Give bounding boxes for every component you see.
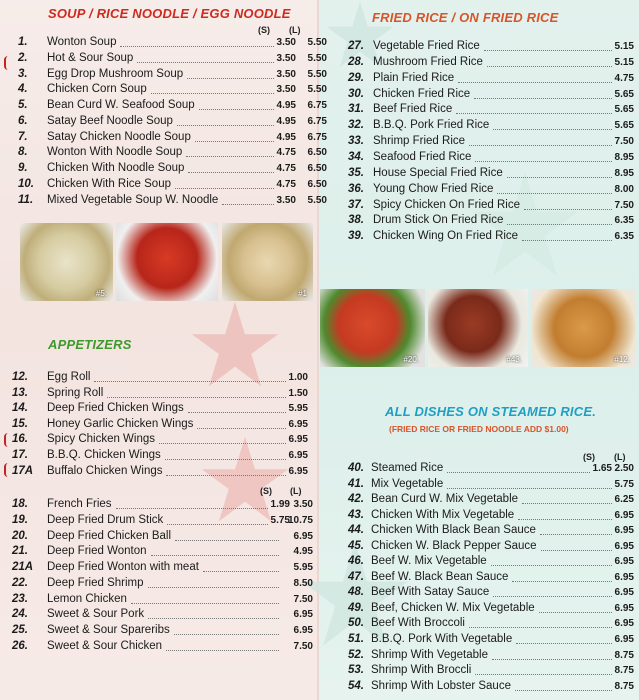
menu-item-row [12, 371, 312, 387]
price-large: 5.95 [293, 562, 313, 573]
photo-label: #20. [403, 355, 419, 364]
menu-item-name: Hot & Sour Soup [47, 51, 134, 64]
price-small: 3.50 [276, 84, 296, 96]
price: 6.95 [614, 556, 634, 568]
menu-item-row [18, 162, 327, 178]
menu-item-name: Wonton Soup [47, 36, 117, 48]
menu-item-name: Sweet & Sour Chicken [47, 639, 163, 652]
menu-item-row [12, 514, 317, 530]
photo-spring-rolls [531, 289, 636, 367]
price-small: 3.50 [276, 52, 296, 64]
photo-label: #12. [614, 355, 630, 364]
price-large: 6.75 [307, 131, 327, 143]
handwritten-mark [4, 463, 8, 477]
menu-item-number: 10. [18, 177, 34, 190]
menu-item-name: Beef W. Mix Vegetable [371, 555, 487, 568]
menu-item-name: Chicken W. Black Pepper Sauce [371, 539, 537, 552]
menu-item-row [348, 649, 638, 665]
price-small: 4.75 [276, 147, 296, 159]
price: 6.95 [288, 450, 308, 461]
menu-item-number: 21. [12, 545, 28, 558]
menu-item-row [12, 449, 312, 465]
price-large: 2.50 [614, 463, 634, 474]
dot-leader [107, 397, 286, 398]
menu-item-name: Chicken Fried Rice [373, 87, 471, 100]
menu-item-number: 32. [348, 119, 364, 132]
menu-item-number: 16. [12, 433, 28, 446]
menu-item-number: 17A [12, 464, 34, 477]
menu-item-name: Steamed Rice [371, 462, 444, 474]
menu-item-number: 7. [18, 130, 28, 143]
menu-item-row [348, 199, 638, 215]
menu-item-row [348, 586, 638, 602]
menu-item-name: Sweet & Sour Spareribs [47, 624, 170, 636]
menu-item-number: 13. [12, 386, 28, 399]
menu-item-number: 45. [348, 539, 364, 552]
menu-item-number: 49. [348, 601, 364, 614]
menu-item-number: 2. [18, 51, 28, 64]
menu-item-row [18, 67, 327, 84]
menu-item-row [348, 571, 638, 587]
menu-item-row [12, 402, 312, 418]
menu-item-number: 38. [348, 214, 364, 227]
menu-item-number: 23. [12, 592, 28, 605]
menu-item-number: 37. [348, 198, 364, 211]
price: 4.75 [614, 72, 634, 84]
price: 8.75 [614, 665, 634, 677]
menu-item-name: B.B.Q. Pork Fried Rice [373, 119, 490, 132]
price: 5.75 [614, 478, 634, 490]
menu-item-name: Bean Curd W. Mix Vegetable [371, 493, 519, 506]
menu-item-row [348, 540, 638, 556]
soup-section-title: SOUP / RICE NOODLE / EGG NOODLE [48, 6, 291, 21]
menu-item-row [348, 214, 638, 230]
photo-label: #5. [95, 289, 107, 298]
menu-item-number: 3. [18, 67, 28, 80]
menu-item-row [348, 633, 638, 649]
menu-item-row [348, 230, 638, 246]
price-large: 5.50 [307, 194, 327, 206]
menu-item-number: 34. [348, 150, 364, 163]
menu-item-number: 12. [12, 371, 28, 383]
menu-item-row [348, 555, 638, 571]
photo-chicken-veg-rice [428, 289, 528, 367]
price: 6.95 [614, 587, 634, 599]
price-large: 6.50 [307, 178, 327, 190]
menu-item-row [348, 103, 638, 119]
menu-item-number: 20. [12, 529, 28, 542]
menu-item-row [18, 36, 327, 52]
price-small: 3.50 [276, 37, 296, 48]
price: 6.95 [614, 540, 634, 552]
price-large: 3.50 [293, 499, 313, 510]
soup-col-small-header: (S) [258, 25, 270, 35]
menu-item-row [348, 524, 638, 540]
menu-item-name: Vegetable Fried Rice [373, 40, 480, 52]
menu-item-number: 51. [348, 633, 364, 645]
photo-soup [20, 223, 113, 301]
price: 8.00 [614, 183, 634, 195]
menu-item-row [348, 56, 638, 72]
photo-wonton-soup [222, 223, 313, 301]
handwritten-mark [4, 56, 8, 70]
price-large: 7.50 [293, 640, 313, 652]
price-large: 5.50 [307, 52, 327, 64]
menu-item-name: Honey Garlic Chicken Wings [47, 417, 194, 430]
menu-item-number: 30. [348, 87, 364, 100]
price: 6.95 [288, 418, 308, 430]
menu-item-number: 6. [18, 114, 28, 127]
menu-item-row [18, 130, 327, 147]
menu-item-row [12, 545, 317, 561]
menu-item-name: Drum Stick On Fried Rice [373, 214, 504, 227]
menu-item-name: Shrimp With Lobster Sauce [371, 679, 511, 692]
menu-item-row [348, 680, 638, 696]
menu-item-number: 26. [12, 639, 28, 652]
menu-item-name: Chicken With Noodle Soup [47, 162, 185, 174]
menu-item-number: 41. [348, 477, 364, 490]
price-small: 1.99 [270, 499, 290, 510]
menu-item-name: Satay Beef Noodle Soup [47, 114, 173, 127]
price: 8.95 [614, 151, 634, 163]
handwritten-mark [4, 433, 8, 447]
appetizers-section-title: APPETIZERS [48, 337, 132, 352]
price-large: 6.50 [307, 163, 327, 174]
photo-seafood-tofu [116, 223, 218, 301]
menu-item-name: B.B.Q. Chicken Wings [47, 449, 161, 461]
menu-item-name: Mixed Vegetable Soup W. Noodle [47, 193, 219, 206]
price-large: 6.75 [307, 100, 327, 111]
menu-item-row [348, 135, 638, 151]
photo-label: #1 [298, 289, 307, 298]
price: 6.95 [288, 465, 308, 477]
menu-item-number: 40. [348, 462, 364, 474]
menu-item-name: Plain Fried Rice [373, 71, 455, 84]
menu-item-number: 54. [348, 679, 364, 692]
menu-item-number: 25. [12, 624, 28, 636]
menu-item-number: 14. [12, 402, 28, 415]
price: 5.15 [614, 41, 634, 52]
soup-col-large-header: (L) [289, 25, 301, 35]
menu-item-number: 42. [348, 493, 364, 506]
price: 7.50 [614, 136, 634, 148]
price: 5.65 [614, 120, 634, 132]
price: 6.95 [614, 602, 634, 614]
steamed-section-title: ALL DISHES ON STEAMED RICE. [385, 404, 597, 419]
menu-item-row [12, 418, 312, 434]
price: 6.95 [614, 509, 634, 521]
price: 1.00 [288, 372, 308, 383]
price-large: 5.50 [307, 37, 327, 48]
menu-item-row [348, 167, 638, 183]
menu-item-name: B.B.Q. Pork With Vegetable [371, 633, 513, 645]
menu-item-number: 46. [348, 555, 364, 568]
menu-item-name: Chicken Wing On Fried Rice [373, 230, 519, 243]
price: 5.15 [614, 56, 634, 68]
menu-item-row [12, 433, 312, 449]
menu-item-name: Beef With Satay Sauce [371, 586, 490, 599]
menu-item-row [348, 602, 638, 618]
menu-item-number: 1. [18, 36, 28, 48]
menu-item-number: 28. [348, 55, 364, 68]
price-large: 6.75 [307, 115, 327, 127]
menu-item-row [348, 462, 638, 478]
menu-item-name: Spicy Chicken On Fried Rice [373, 198, 520, 211]
menu-item-name: Deep Fried Wonton with meat [47, 561, 199, 573]
menu-item-name: Chicken With Mix Vegetable [371, 508, 515, 521]
menu-item-row [12, 530, 317, 546]
menu-item-name: Chicken With Black Bean Sauce [371, 524, 536, 537]
menu-item-number: 36. [348, 182, 364, 195]
menu-item-number: 53. [348, 664, 364, 677]
menu-item-number: 39. [348, 230, 364, 243]
menu-item-number: 48. [348, 586, 364, 599]
price-large: 10.75 [287, 514, 313, 526]
dot-leader [148, 587, 279, 588]
menu-item-name: Mushroom Fried Rice [373, 55, 483, 68]
menu-item-name: Egg Roll [47, 371, 91, 383]
price: 5.65 [614, 88, 634, 100]
menu-item-number: 22. [12, 576, 28, 589]
menu-item-row [348, 664, 638, 680]
menu-item-number: 43. [348, 508, 364, 521]
menu-item-name: Deep Fried Chicken Wings [47, 402, 184, 415]
menu-item-name: Satay Chicken Noodle Soup [47, 130, 191, 143]
menu-item-row [12, 561, 317, 577]
menu-item-row [18, 83, 327, 99]
price-large: 4.95 [293, 546, 313, 558]
price-small: 3.50 [276, 68, 296, 80]
menu-item-name: Buffalo Chicken Wings [47, 464, 163, 477]
price: 5.65 [614, 104, 634, 116]
price: 6.35 [614, 215, 634, 227]
price-large: 8.50 [293, 577, 313, 589]
menu-item-number: 27. [348, 40, 364, 52]
price-large: 5.50 [307, 84, 327, 96]
menu-item-name: Deep Fried Chicken Ball [47, 529, 172, 542]
price: 6.95 [614, 634, 634, 645]
menu-item-row [348, 88, 638, 104]
appetizers-col-small-header: (S) [260, 486, 272, 496]
menu-item-row [18, 146, 327, 162]
menu-item-name: Sweet & Sour Pork [47, 608, 145, 621]
menu-item-number: 29. [348, 71, 364, 84]
menu-item-name: Shrimp Fried Rice [373, 135, 466, 148]
appetizers-col-large-header: (L) [290, 486, 302, 496]
menu-item-row [18, 114, 327, 131]
menu-item-number: 17. [12, 449, 28, 461]
dot-leader [151, 555, 279, 556]
menu-item-name: Bean Curd W. Seafood Soup [47, 99, 195, 111]
price-small: 4.75 [276, 163, 296, 174]
photo-sweet-sour [320, 289, 425, 367]
price-large: 6.50 [307, 147, 327, 159]
menu-item-name: Deep Fried Drum Stick [47, 513, 164, 526]
price-small: 4.95 [276, 100, 296, 111]
menu-item-name: House Special Fried Rice [373, 166, 503, 179]
menu-item-name: Wonton With Noodle Soup [47, 146, 183, 159]
menu-item-name: Beef W. Black Bean Sauce [371, 570, 509, 583]
menu-item-name: Beef With Broccoli [371, 617, 465, 630]
menu-item-row [18, 51, 327, 68]
menu-item-row [348, 493, 638, 509]
price: 6.25 [614, 494, 634, 506]
menu-item-name: Beef Fried Rice [373, 103, 453, 116]
menu-item-row [12, 624, 317, 640]
menu-item-number: 19. [12, 513, 28, 526]
menu-item-number: 9. [18, 162, 28, 174]
menu-item-row [348, 72, 638, 88]
dot-leader [174, 634, 279, 635]
menu-item-number: 24. [12, 608, 28, 621]
menu-item-row [12, 387, 312, 403]
price-small: 4.75 [276, 178, 296, 190]
price: 6.95 [614, 618, 634, 630]
menu-item-number: 15. [12, 417, 28, 430]
steamed-note: (FRIED RICE OR FRIED NOODLE ADD $1.00) [389, 424, 569, 434]
menu-item-number: 11. [18, 193, 34, 206]
menu-item-row [12, 498, 317, 514]
menu-item-name: Spicy Chicken Wings [47, 433, 156, 446]
menu-item-name: Egg Drop Mushroom Soup [47, 67, 184, 80]
price: 7.50 [614, 199, 634, 211]
price: 8.95 [614, 167, 634, 179]
menu-item-name: Young Chow Fried Rice [373, 182, 494, 195]
price: 6.95 [288, 434, 308, 446]
menu-item-row [12, 593, 317, 609]
menu-item-number: 35. [348, 166, 364, 179]
photo-label: #43. [506, 355, 522, 364]
price: 8.75 [614, 649, 634, 661]
menu-item-number: 31. [348, 103, 364, 116]
menu-item-number: 18. [12, 498, 28, 510]
price-large: 6.95 [293, 530, 313, 542]
menu-item-number: 47. [348, 570, 364, 583]
menu-item-number: 4. [18, 83, 28, 96]
menu-item-row [12, 577, 317, 593]
menu-item-name: Deep Fried Wonton [47, 545, 147, 558]
menu-item-row [348, 151, 638, 167]
menu-item-row [18, 177, 327, 194]
fried-rice-section-title: FRIED RICE / ON FRIED RICE [372, 10, 559, 25]
menu-item-row [348, 119, 638, 135]
menu-item-number: 44. [348, 524, 364, 537]
menu-item-row [348, 478, 638, 494]
menu-item-row [18, 99, 327, 115]
steamed-col-large-header: (L) [614, 452, 626, 462]
menu-item-name: Lemon Chicken [47, 592, 127, 605]
menu-item-name: Seafood Fried Rice [373, 150, 472, 163]
price: 8.75 [614, 680, 634, 692]
menu-item-name: Deep Fried Shrimp [47, 576, 144, 589]
price-large: 6.95 [293, 609, 313, 621]
menu-item-name: Chicken Corn Soup [47, 83, 147, 96]
steamed-col-small-header: (S) [583, 452, 595, 462]
menu-item-number: 21A [12, 561, 34, 573]
price: 5.95 [288, 403, 308, 415]
menu-item-name: Beef, Chicken W. Mix Vegetable [371, 601, 535, 614]
price: 6.35 [614, 231, 634, 243]
price-small: 3.50 [276, 194, 296, 206]
menu-item-name: Shrimp With Broccli [371, 664, 472, 677]
menu-item-row [348, 509, 638, 525]
price: 6.95 [614, 571, 634, 583]
dot-leader [131, 603, 279, 604]
dot-leader [175, 540, 279, 541]
menu-item-number: 5. [18, 99, 28, 111]
menu-item-row [348, 617, 638, 633]
price-small: 5.75 [270, 514, 290, 526]
price-small: 1.65 [592, 463, 612, 474]
menu-item-name: Spring Roll [47, 386, 104, 399]
menu-item-row [12, 465, 312, 481]
menu-item-number: 50. [348, 617, 364, 630]
menu-item-name: French Fries [47, 498, 112, 510]
menu-item-number: 8. [18, 146, 28, 159]
menu-item-name: Mix Vegetable [371, 477, 444, 490]
dot-leader [148, 618, 279, 619]
dot-leader [166, 650, 279, 651]
menu-item-row [12, 608, 317, 624]
price-small: 4.95 [276, 131, 296, 143]
menu-item-number: 33. [348, 135, 364, 148]
price-large: 5.50 [307, 68, 327, 80]
price: 6.95 [614, 525, 634, 537]
price-large: 6.95 [293, 625, 313, 636]
menu-item-name: Shrimp With Vegetable [371, 648, 488, 661]
menu-item-row [12, 640, 317, 656]
price: 1.50 [288, 387, 308, 399]
menu-item-name: Chicken With Rice Soup [47, 177, 171, 190]
menu-item-row [18, 193, 327, 210]
menu-item-row [348, 183, 638, 199]
dot-leader [94, 381, 286, 382]
price-large: 7.50 [293, 593, 313, 605]
menu-item-number: 52. [348, 648, 364, 661]
price-small: 4.95 [276, 115, 296, 127]
menu-item-row [348, 40, 638, 56]
